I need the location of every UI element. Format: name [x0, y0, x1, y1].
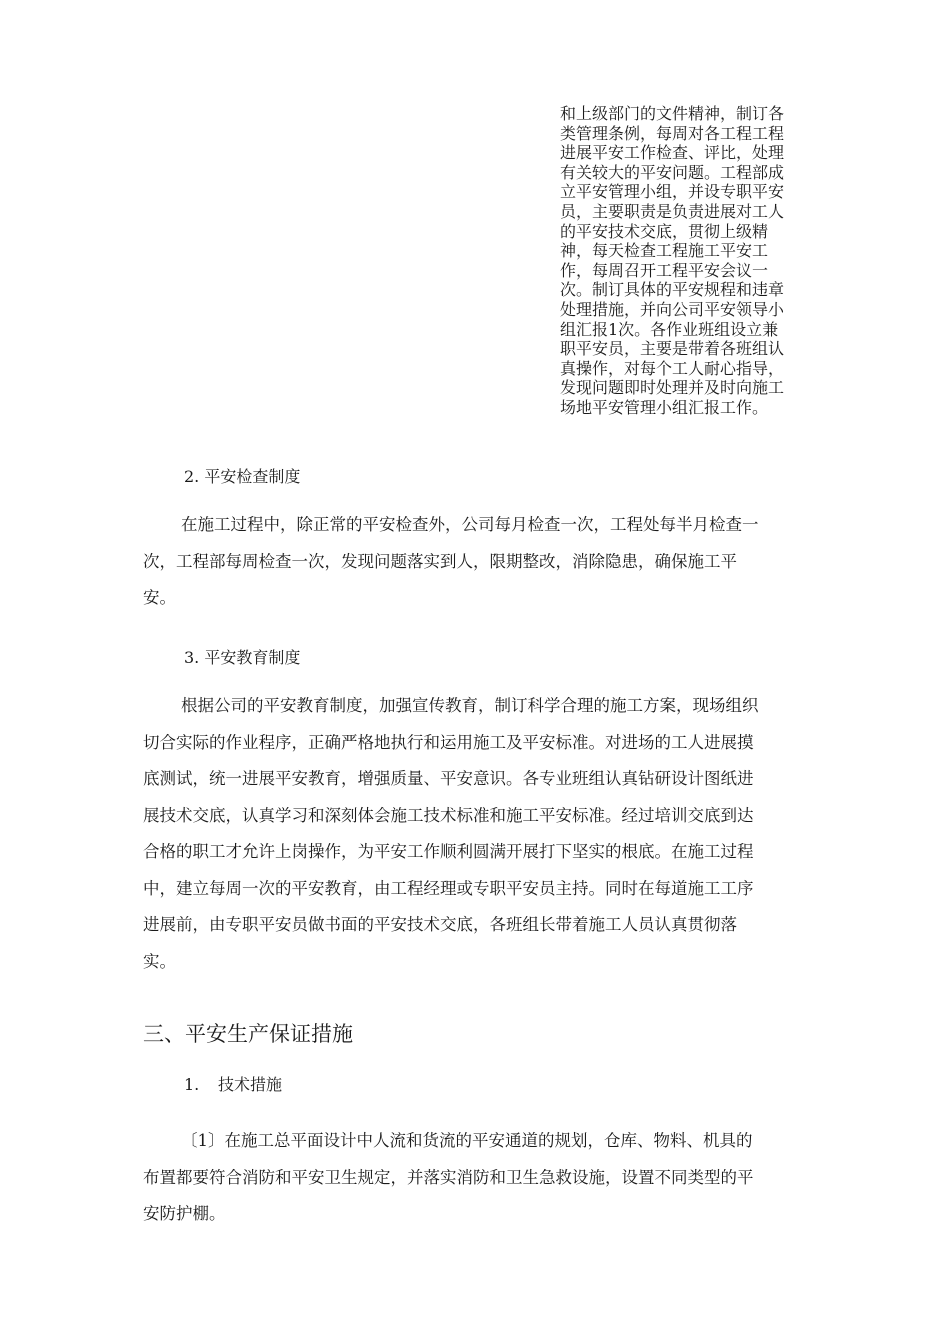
paragraph	[143, 688, 823, 980]
section-heading: 2. 平安检查制度	[184, 467, 301, 486]
paragraph	[143, 1123, 823, 1233]
text-line: 立平安管理小组，并设专职平安	[560, 182, 785, 202]
text-line: 在施工过程中，除正常的平安检查外，公司每月检查一次，工程处每半月检查一	[181, 515, 759, 534]
text-line: 处理措施，并向公司平安领导小	[560, 299, 785, 319]
text-line: 合格的职工才允许上岗操作，为平安工作顺利圆满开展打下坚实的根底。在施工过程	[143, 842, 754, 861]
text-line: 展技术交底，认真学习和深刻体会施工技术标准和施工平安标准。经过培训交底到达	[143, 805, 754, 825]
subsection-heading	[184, 1072, 282, 1095]
text-line: 进展平安工作检查、评比，处理	[560, 143, 785, 163]
section-heading: 3. 平安教育制度	[184, 648, 301, 667]
text-line: 根据公司的平安教育制度，加强宣传教育，制订科学合理的施工方案，现场组织	[181, 696, 759, 715]
text-line: 次，工程部每周检查一次，发现问题落实到人，限期整改，消除隐患，确保施工平	[143, 551, 737, 571]
text-line: 职平安员，主要是带着各班组认	[560, 339, 785, 359]
text-line: 真操作，对每个工人耐心指导，	[560, 358, 785, 378]
text-line: 和上级部门的文件精神，制订各	[560, 104, 785, 123]
text-line: 有关较大的平安问题。工程部成	[560, 162, 785, 182]
paragraph	[143, 507, 823, 617]
text-line: 进展前，由专职平安员做书面的平安技术交底，各班组长带着施工人员认真贯彻落	[143, 915, 737, 934]
text-line: 神，每天检查工程施工平安工	[560, 241, 769, 261]
text-line: 底测试，统一进展平安教育，增强质量、平安意识。各专业班组认真钻研设计图纸进	[143, 769, 754, 788]
text-line: 〔1〕在施工总平面设计中人流和货流的平安通道的规划，仓库、物料、机具的	[181, 1131, 753, 1150]
text-line: 类管理条例，每周对各工程工程	[560, 123, 785, 143]
subsection-label: 技术措施	[218, 1075, 283, 1094]
subsection-number: 1.	[184, 1075, 200, 1094]
text-line: 员，主要职责是负责进展对工人	[560, 201, 785, 221]
text-line: 作，每周召开工程平安会议一	[560, 260, 769, 280]
text-line: 安防护棚。	[143, 1204, 226, 1223]
text-line: 实。	[143, 951, 176, 971]
text-line: 切合实际的作业程序，正确严格地执行和运用施工及平安标准。对进场的工人进展摸	[143, 732, 754, 752]
text-line: 的平安技术交底，贯彻上级精	[560, 221, 769, 241]
text-line: 次。制订具体的平安规程和违章	[560, 280, 785, 300]
table-cell-text	[560, 104, 820, 418]
text-line: 中，建立每周一次的平安教育，由工程经理或专职平安员主持。同时在每道施工工序	[143, 878, 754, 898]
text-line: 布置都要符合消防和平安卫生规定，并落实消防和卫生急救设施，设置不同类型的平	[143, 1167, 754, 1187]
text-line: 发现问题即时处理并及时向施工	[560, 378, 785, 398]
text-line: 安。	[143, 588, 176, 607]
text-line: 组汇报1次。各作业班组设立兼	[560, 319, 779, 339]
chapter-title: 三、平安生产保证措施	[143, 1022, 353, 1046]
text-line: 场地平安管理小组汇报工作。	[560, 397, 769, 417]
